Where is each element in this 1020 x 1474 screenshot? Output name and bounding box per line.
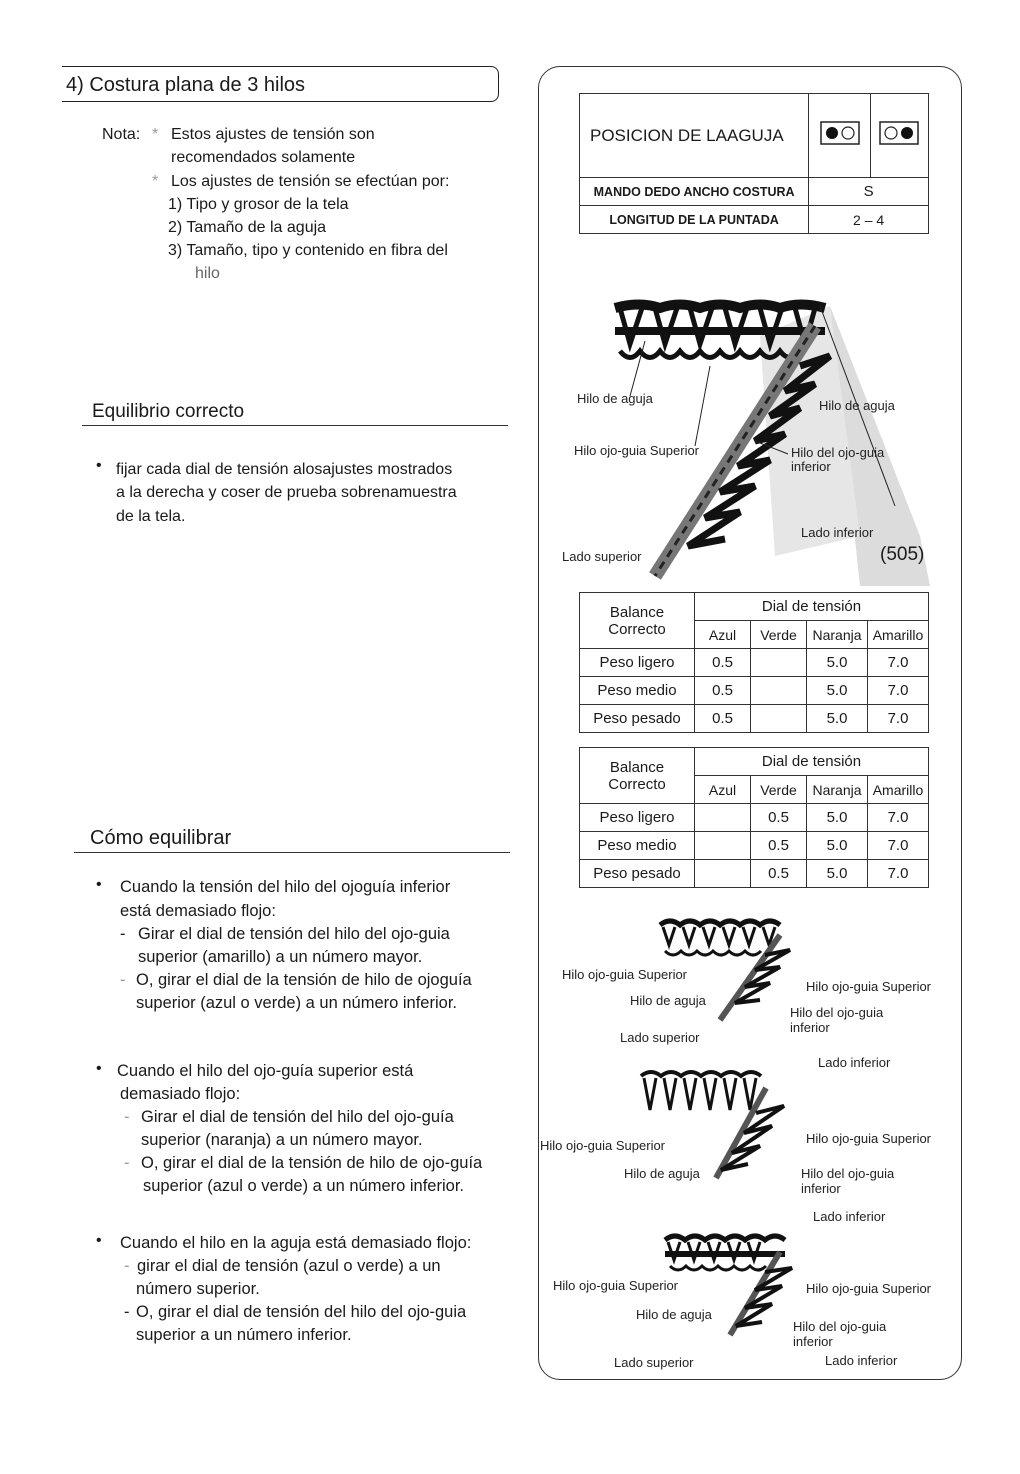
model-code: (505): [880, 544, 925, 565]
nota-line2: Los ajustes de tensión se efectúan por:: [171, 173, 450, 190]
t1-col-verde: Verde: [751, 621, 807, 649]
como-b1b-line2: superior (azul o verde) a un número inferior.: [136, 994, 457, 1012]
bullet-dot-icon: •: [96, 1232, 102, 1249]
stitch-diagram-main: [560, 296, 940, 576]
t1-col-naranja: Naranja: [807, 621, 868, 649]
bullet-dot-icon: •: [96, 1060, 102, 1077]
c-label-ojo-sup-left: Hilo ojo-guia Superior: [553, 1278, 679, 1293]
como-b2b-line1: O, girar el dial de la tensión de hilo de ojo-guía: [141, 1154, 483, 1172]
como-b2b-line2: superior (azul o verde) a un número inferior.: [143, 1177, 464, 1195]
como-b3a-line2: número superior.: [136, 1280, 260, 1298]
stitch-diagram-c: [660, 1230, 810, 1340]
main-label-inf-1: Hilo del ojo-guia: [791, 445, 885, 460]
divider: [82, 425, 508, 426]
como-b2-line2: demasiado flojo:: [120, 1085, 241, 1103]
a-label-ojo-sup-right: Hilo ojo-guia Superior: [806, 979, 932, 994]
bullet-dot-icon: •: [96, 457, 102, 474]
dash: -: [124, 1303, 130, 1321]
bullet-star-icon: *: [152, 126, 159, 143]
dash: -: [124, 1257, 130, 1275]
t1-balance-cell: [580, 593, 695, 649]
dash: -: [120, 925, 126, 943]
como-b1-line2: está demasiado flojo:: [120, 902, 276, 920]
a-label-hilo-aguja: Hilo de aguja: [630, 993, 706, 1008]
c-label-inf-2: inferior: [793, 1334, 833, 1349]
como-b3b-line2: superior a un número inferior.: [136, 1326, 352, 1344]
a-label-ojo-sup-left: Hilo ojo-guia Superior: [562, 967, 688, 982]
como-b3b-line1: O, girar el dial de tensión del hilo del ojo-guia: [136, 1303, 467, 1321]
equilibrio-line-2: a la derecha y coser de prueba sobrenamuestra: [116, 484, 457, 501]
a-label-lado-superior: Lado superior: [620, 1030, 700, 1045]
main-label-hilo-aguja-right: Hilo de aguja: [819, 398, 895, 413]
table-row: Peso medio 0.5 5.0 7.0: [580, 832, 929, 860]
como-b1a-line1: Girar el dial de tensión del hilo del ojo-guia: [138, 925, 450, 943]
c-label-lado-superior: Lado superior: [614, 1355, 694, 1370]
como-b1-line1: Cuando la tensión del hilo del ojoguía inferior: [120, 878, 451, 896]
como-b1a-line2: superior (amarillo) a un número mayor.: [138, 948, 423, 966]
como-b3a-line1: girar el dial de tensión (azul o verde) a un: [137, 1257, 441, 1275]
tension-table-1: [579, 592, 929, 733]
table-row: Peso pesado 0.5 5.0 7.0: [580, 705, 929, 733]
mando-label: MANDO DEDO ANCHO COSTURA: [580, 178, 809, 206]
long-value: 2 – 4: [809, 206, 929, 234]
equilibrio-title: Equilibrio correcto: [92, 401, 245, 422]
c-label-inf-1: Hilo del ojo-guia: [793, 1319, 887, 1334]
t2-dial: Dial de tensión: [695, 748, 929, 776]
b-label-hilo-aguja: Hilo de aguja: [624, 1166, 700, 1181]
table-row: Peso pesado 0.5 5.0 7.0: [580, 860, 929, 888]
table-row: Peso ligero 0.5 5.0 7.0: [580, 804, 929, 832]
main-label-hilo-ojo-sup: Hilo ojo-guia Superior: [574, 443, 700, 458]
t2-head2: Correcto: [608, 775, 666, 793]
dash: -: [120, 971, 126, 989]
mando-value: S: [809, 178, 929, 206]
main-label-hilo-aguja-left: Hilo de aguja: [577, 391, 653, 406]
t2-col-verde: Verde: [751, 776, 807, 804]
c-label-lado-inferior: Lado inferior: [825, 1353, 898, 1368]
t1-col-azul: Azul: [695, 621, 751, 649]
c-label-ojo-sup-right: Hilo ojo-guia Superior: [806, 1281, 932, 1296]
t2-balance-cell: [580, 748, 695, 804]
settings-table: [579, 93, 929, 234]
t1-head1: Balance: [609, 603, 665, 621]
c-label-hilo-aguja: Hilo de aguja: [636, 1307, 712, 1322]
a-label-inf-2: inferior: [790, 1020, 830, 1035]
table-row: Peso ligero 0.5 5.0 7.0: [580, 649, 929, 677]
divider: [74, 852, 510, 853]
como-b2-line1: Cuando el hilo del ojo-guía superior está: [117, 1062, 414, 1080]
main-label-lado-superior: Lado superior: [562, 549, 642, 564]
como-title: Cómo equilibrar: [90, 827, 232, 849]
table-row: Peso medio 0.5 5.0 7.0: [580, 677, 929, 705]
t2-col-amarillo: Amarillo: [868, 776, 929, 804]
nota-line1a: Estos ajustes de tensión son: [171, 126, 375, 143]
tension-table-2: [579, 747, 929, 888]
b-label-inf-1: Hilo del ojo-guia: [801, 1166, 895, 1181]
long-label: LONGITUD DE LA PUNTADA: [580, 206, 809, 234]
equilibrio-line-1: fijar cada dial de tensión alosajustes mostrados: [116, 461, 453, 478]
t2-col-azul: Azul: [695, 776, 751, 804]
nota-item-3: 3) Tamaño, tipo y contenido en fibra del: [168, 242, 448, 259]
nota-item-3b: hilo: [195, 265, 220, 282]
bullet-dot-icon: •: [96, 876, 102, 893]
b-label-lado-inferior: Lado inferior: [813, 1209, 886, 1224]
como-b1b-line1: O, girar el dial de la tensión de hilo de ojoguía: [136, 971, 472, 989]
t2-head1: Balance: [609, 758, 665, 776]
t1-dial: Dial de tensión: [695, 593, 929, 621]
nota-line1b: recomendados solamente: [171, 149, 356, 166]
como-b2a-line1: Girar el dial de tensión del hilo del ojo-guía: [141, 1108, 454, 1126]
nota-label: Nota:: [102, 126, 141, 143]
main-label-lado-inferior: Lado inferior: [801, 525, 874, 540]
b-label-ojo-sup-right: Hilo ojo-guia Superior: [806, 1131, 932, 1146]
b-label-ojo-sup-left: Hilo ojo-guia Superior: [540, 1138, 666, 1153]
pos-label: POSICION DE LAAGUJA: [580, 94, 809, 178]
t2-col-naranja: Naranja: [807, 776, 868, 804]
a-label-inf-1: Hilo del ojo-guia: [790, 1005, 884, 1020]
como-b3-line1: Cuando el hilo en la aguja está demasiado flojo:: [120, 1234, 472, 1252]
section-title: 4) Costura plana de 3 hilos: [66, 74, 306, 96]
nota-item-1: 1) Tipo y grosor de la tela: [168, 196, 349, 213]
como-b2a-line2: superior (naranja) a un número mayor.: [141, 1131, 423, 1149]
needle-left-icon: [809, 94, 871, 178]
needle-right-icon: [870, 94, 928, 178]
main-label-inf-2: inferior: [791, 459, 831, 474]
nota-item-2: 2) Tamaño de la aguja: [168, 219, 327, 236]
dash: -: [124, 1108, 130, 1126]
bullet-star-icon: *: [152, 173, 159, 190]
t1-head2: Correcto: [608, 620, 666, 638]
equilibrio-line-3: de la tela.: [116, 508, 186, 525]
a-label-lado-inferior: Lado inferior: [818, 1055, 891, 1070]
b-label-inf-2: inferior: [801, 1181, 841, 1196]
dash: -: [124, 1154, 130, 1172]
t1-col-amarillo: Amarillo: [868, 621, 929, 649]
